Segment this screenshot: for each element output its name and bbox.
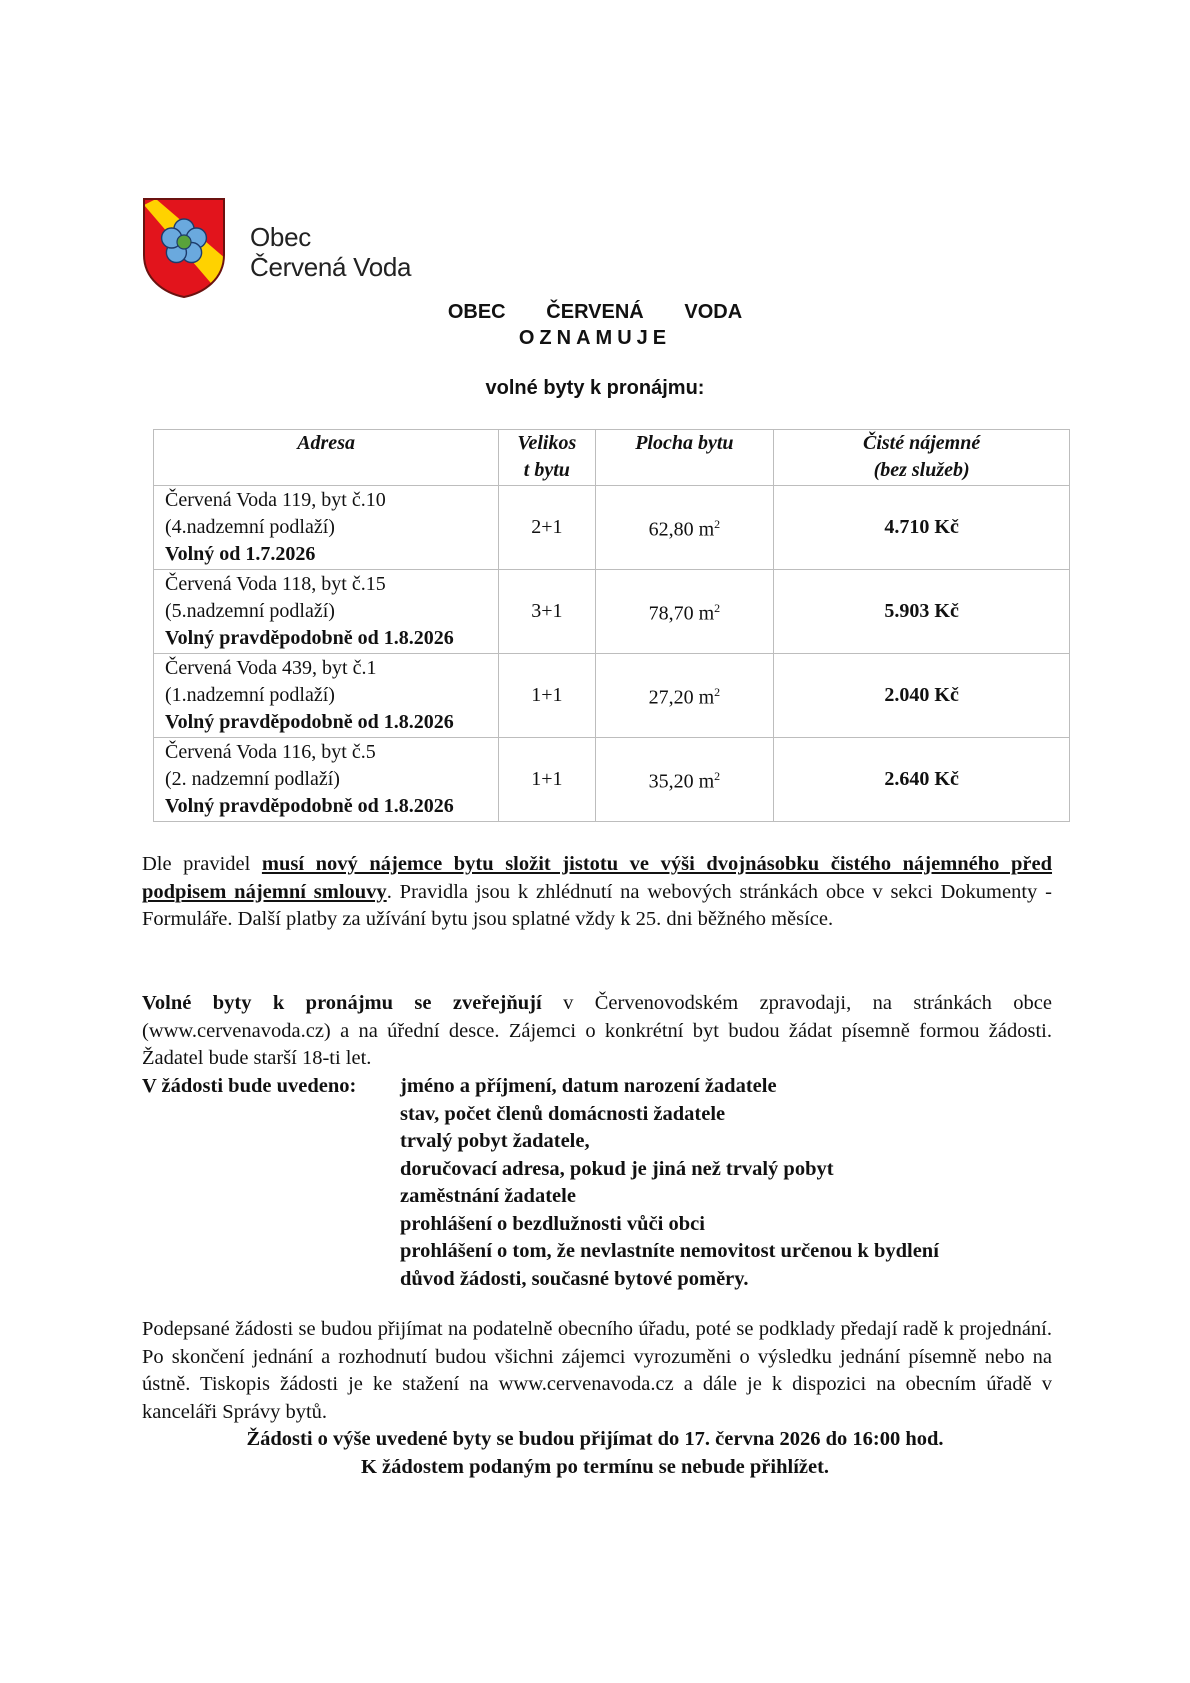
municipality-emblem <box>142 197 226 304</box>
logo-text <box>250 222 411 282</box>
list-item: prohlášení o tom, že nevlastníte nemovitost určenou k bydlení <box>400 1240 939 1262</box>
cell-size: 2+1 <box>499 486 595 570</box>
flower-shield-emblem-icon <box>142 197 226 299</box>
cell-size: 1+1 <box>499 738 595 822</box>
announcement-subtitle: OZNAMUJE <box>518 327 672 349</box>
cell-address: Červená Voda 116, byt č.5 (2. nadzemní podlaží) Volný pravděpodobně od 1.8.2026 <box>154 738 499 822</box>
publication-paragraph: Volné byty k pronájmu se zveřejňují v Červenovodském zpravodaji, na stránkách obce (www.cervenavoda.cz) a na úřední desce. Zájemci o konkrétní byt budou žádat písemně formou žádosti. Žadatel bude starší 18-ti let. <box>142 992 1053 1069</box>
table-row <box>154 654 1070 738</box>
table-caption: volné byty k pronájmu: <box>485 377 705 399</box>
cell-area: 27,20 $m^2$ <box>595 654 774 738</box>
list-item: jméno a příjmení, datum narození žadatele <box>400 1075 777 1097</box>
logo-line-1: Obec <box>250 222 311 252</box>
header-rent: Čisté nájemné (bez služeb) <box>774 430 1070 486</box>
list-item: prohlášení o bezdlužnosti vůči obci <box>400 1212 705 1235</box>
cell-rent: 5.903 Kč <box>774 570 1070 654</box>
flats-table <box>153 429 1070 822</box>
logo-line-2: Červená Voda <box>250 252 412 282</box>
table-row <box>154 738 1070 822</box>
header-area: Plocha bytu <box>595 430 774 486</box>
requirements-label: V žádosti bude uvedeno: <box>142 1075 357 1097</box>
cell-address: Červená Voda 119, byt č.10 (4.nadzemní podlaží) Volný od 1.7.2026 <box>154 486 499 570</box>
submission-paragraph: Podepsané žádosti se budou přijímat na podatelně obecního úřadu, poté se podklady předají radě k projednání. Po skončení jednání a rozhodnutí budou všichni zájemci vyrozuměni o výsledku jednání písemně nebo na ústně. Tiskopis žádosti je ke stažení na www.cervenavoda.cz a dále je k dispozici na obecním úřadě v kanceláři Správy bytů. <box>142 1318 1052 1423</box>
deposit-requirement: musí nový nájemce bytu složit jistotu ve výši dvojnásobku čistého nájemného před podpisem nájemní smlouvy <box>142 853 1053 903</box>
cell-address: Červená Voda 439, byt č.1 (1.nadzemní podlaží) Volný pravděpodobně od 1.8.2026 <box>154 654 499 738</box>
list-item: zaměstnání žadatele <box>400 1185 576 1207</box>
list-item: stav, počet členů domácnosti žadatele <box>400 1102 726 1125</box>
cell-area: 62,80 $m^2$ <box>595 486 774 570</box>
cell-rent: 2.640 Kč <box>774 738 1070 822</box>
cell-address: Červená Voda 118, byt č.15 (5.nadzemní podlaží) Volný pravděpodobně od 1.8.2026 <box>154 570 499 654</box>
table-header-row <box>154 430 1070 486</box>
cell-area: 78,70 $m^2$ <box>595 570 774 654</box>
table-row <box>154 486 1070 570</box>
list-item: doručovací adresa, pokud je jiná než trvalý pobyt <box>400 1157 834 1180</box>
deposit-paragraph: Dle pravidel musí nový nájemce bytu složit jistotu ve výši dvojnásobku čistého nájemného před podpisem nájemní smlouvy. Pravidla jsou k zhlédnutí na webových stránkách obce v sekci Dokumenty - Formuláře. Další platby za užívání bytu jsou splatné vždy k 25. dni běžného měsíce. <box>142 853 1053 930</box>
requirements-list <box>400 1073 939 1293</box>
header-size: Velikos t bytu <box>499 430 595 486</box>
cell-size: 3+1 <box>499 570 595 654</box>
table-row <box>154 570 1070 654</box>
announcement-title: OBEC ČERVENÁ VODA <box>447 301 743 323</box>
list-item: důvod žádosti, současné bytové poměry. <box>400 1267 749 1290</box>
cell-size: 1+1 <box>499 654 595 738</box>
cell-area: 35,20 $m^2$ <box>595 738 774 822</box>
header-address: Adresa <box>154 430 499 486</box>
cell-rent: 2.040 Kč <box>774 654 1070 738</box>
list-item: trvalý pobyt žadatele, <box>400 1130 590 1152</box>
cell-rent: 4.710 Kč <box>774 486 1070 570</box>
late-submission-notice: K žádostem podaným po termínu se nebude přihlížet. <box>360 1456 830 1478</box>
deadline-notice: Žádosti o výše uvedené byty se budou přijímat do 17. června 2026 do 16:00 hod. <box>246 1428 944 1450</box>
